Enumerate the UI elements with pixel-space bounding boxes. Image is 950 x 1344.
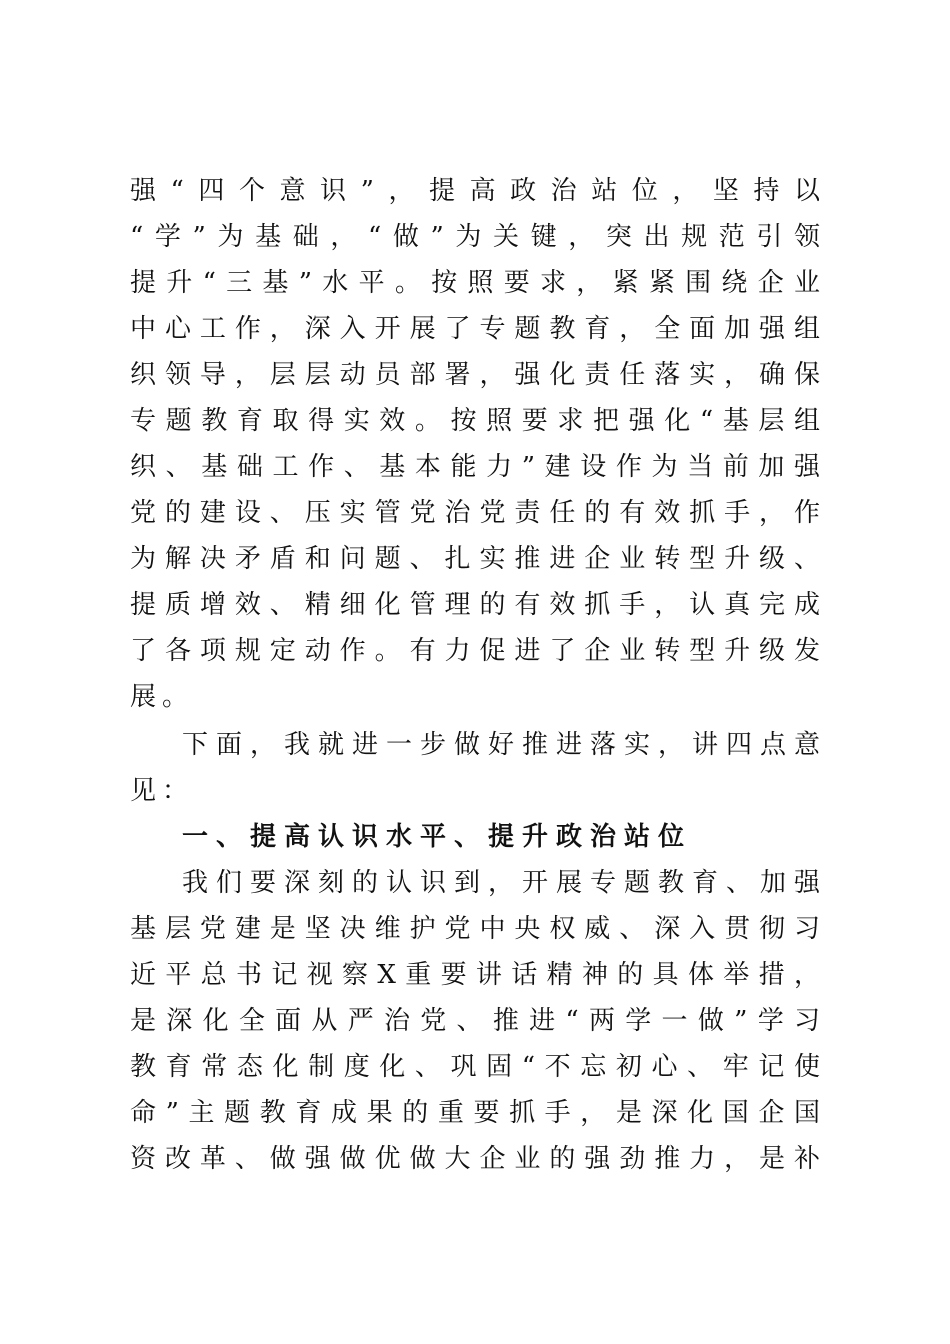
text-line: 是深化全面从严治党、推进“两学一做”学习 (130, 1006, 822, 1036)
text-line: 提升“三基”水平。按照要求，紧紧围绕企业 (130, 268, 822, 298)
text-line: 织、基础工作、基本能力”建设作为当前加强 (130, 452, 822, 482)
text-line: 命”主题教育成果的重要抓手，是深化国企国 (130, 1098, 822, 1128)
text-line: 近平总书记视察X重要讲话精神的具体举措， (130, 960, 822, 990)
section-heading: 一、提高认识水平、提升政治站位 (182, 822, 693, 852)
text-line: 展。 (130, 682, 195, 712)
text-line: 专题教育取得实效。按照要求把强化“基层组 (130, 406, 822, 436)
text-line: 见： (130, 776, 195, 806)
text-line: 党的建设、压实管党治党责任的有效抓手，作 (130, 498, 822, 528)
text-line: 下面，我就进一步做好推进落实，讲四点意 (182, 730, 822, 760)
text-line: 中心工作，深入开展了专题教育，全面加强组 (130, 314, 822, 344)
text-line: 我们要深刻的认识到，开展专题教育、加强 (182, 868, 822, 898)
text-line: 资改革、做强做优做大企业的强劲推力，是补 (130, 1144, 822, 1174)
text-line: 强“四个意识”，提高政治站位，坚持以 (130, 176, 822, 206)
text-line: “学”为基础，“做”为关键，突出规范引领 (130, 222, 822, 252)
text-line: 为解决矛盾和问题、扎实推进企业转型升级、 (130, 544, 822, 574)
text-line: 教育常态化制度化、巩固“不忘初心、牢记使 (130, 1052, 822, 1082)
text-line: 基层党建是坚决维护党中央权威、深入贯彻习 (130, 914, 822, 944)
text-line: 提质增效、精细化管理的有效抓手，认真完成 (130, 590, 822, 620)
text-line: 织领导，层层动员部署，强化责任落实，确保 (130, 360, 822, 390)
text-line: 了各项规定动作。有力促进了企业转型升级发 (130, 636, 822, 666)
